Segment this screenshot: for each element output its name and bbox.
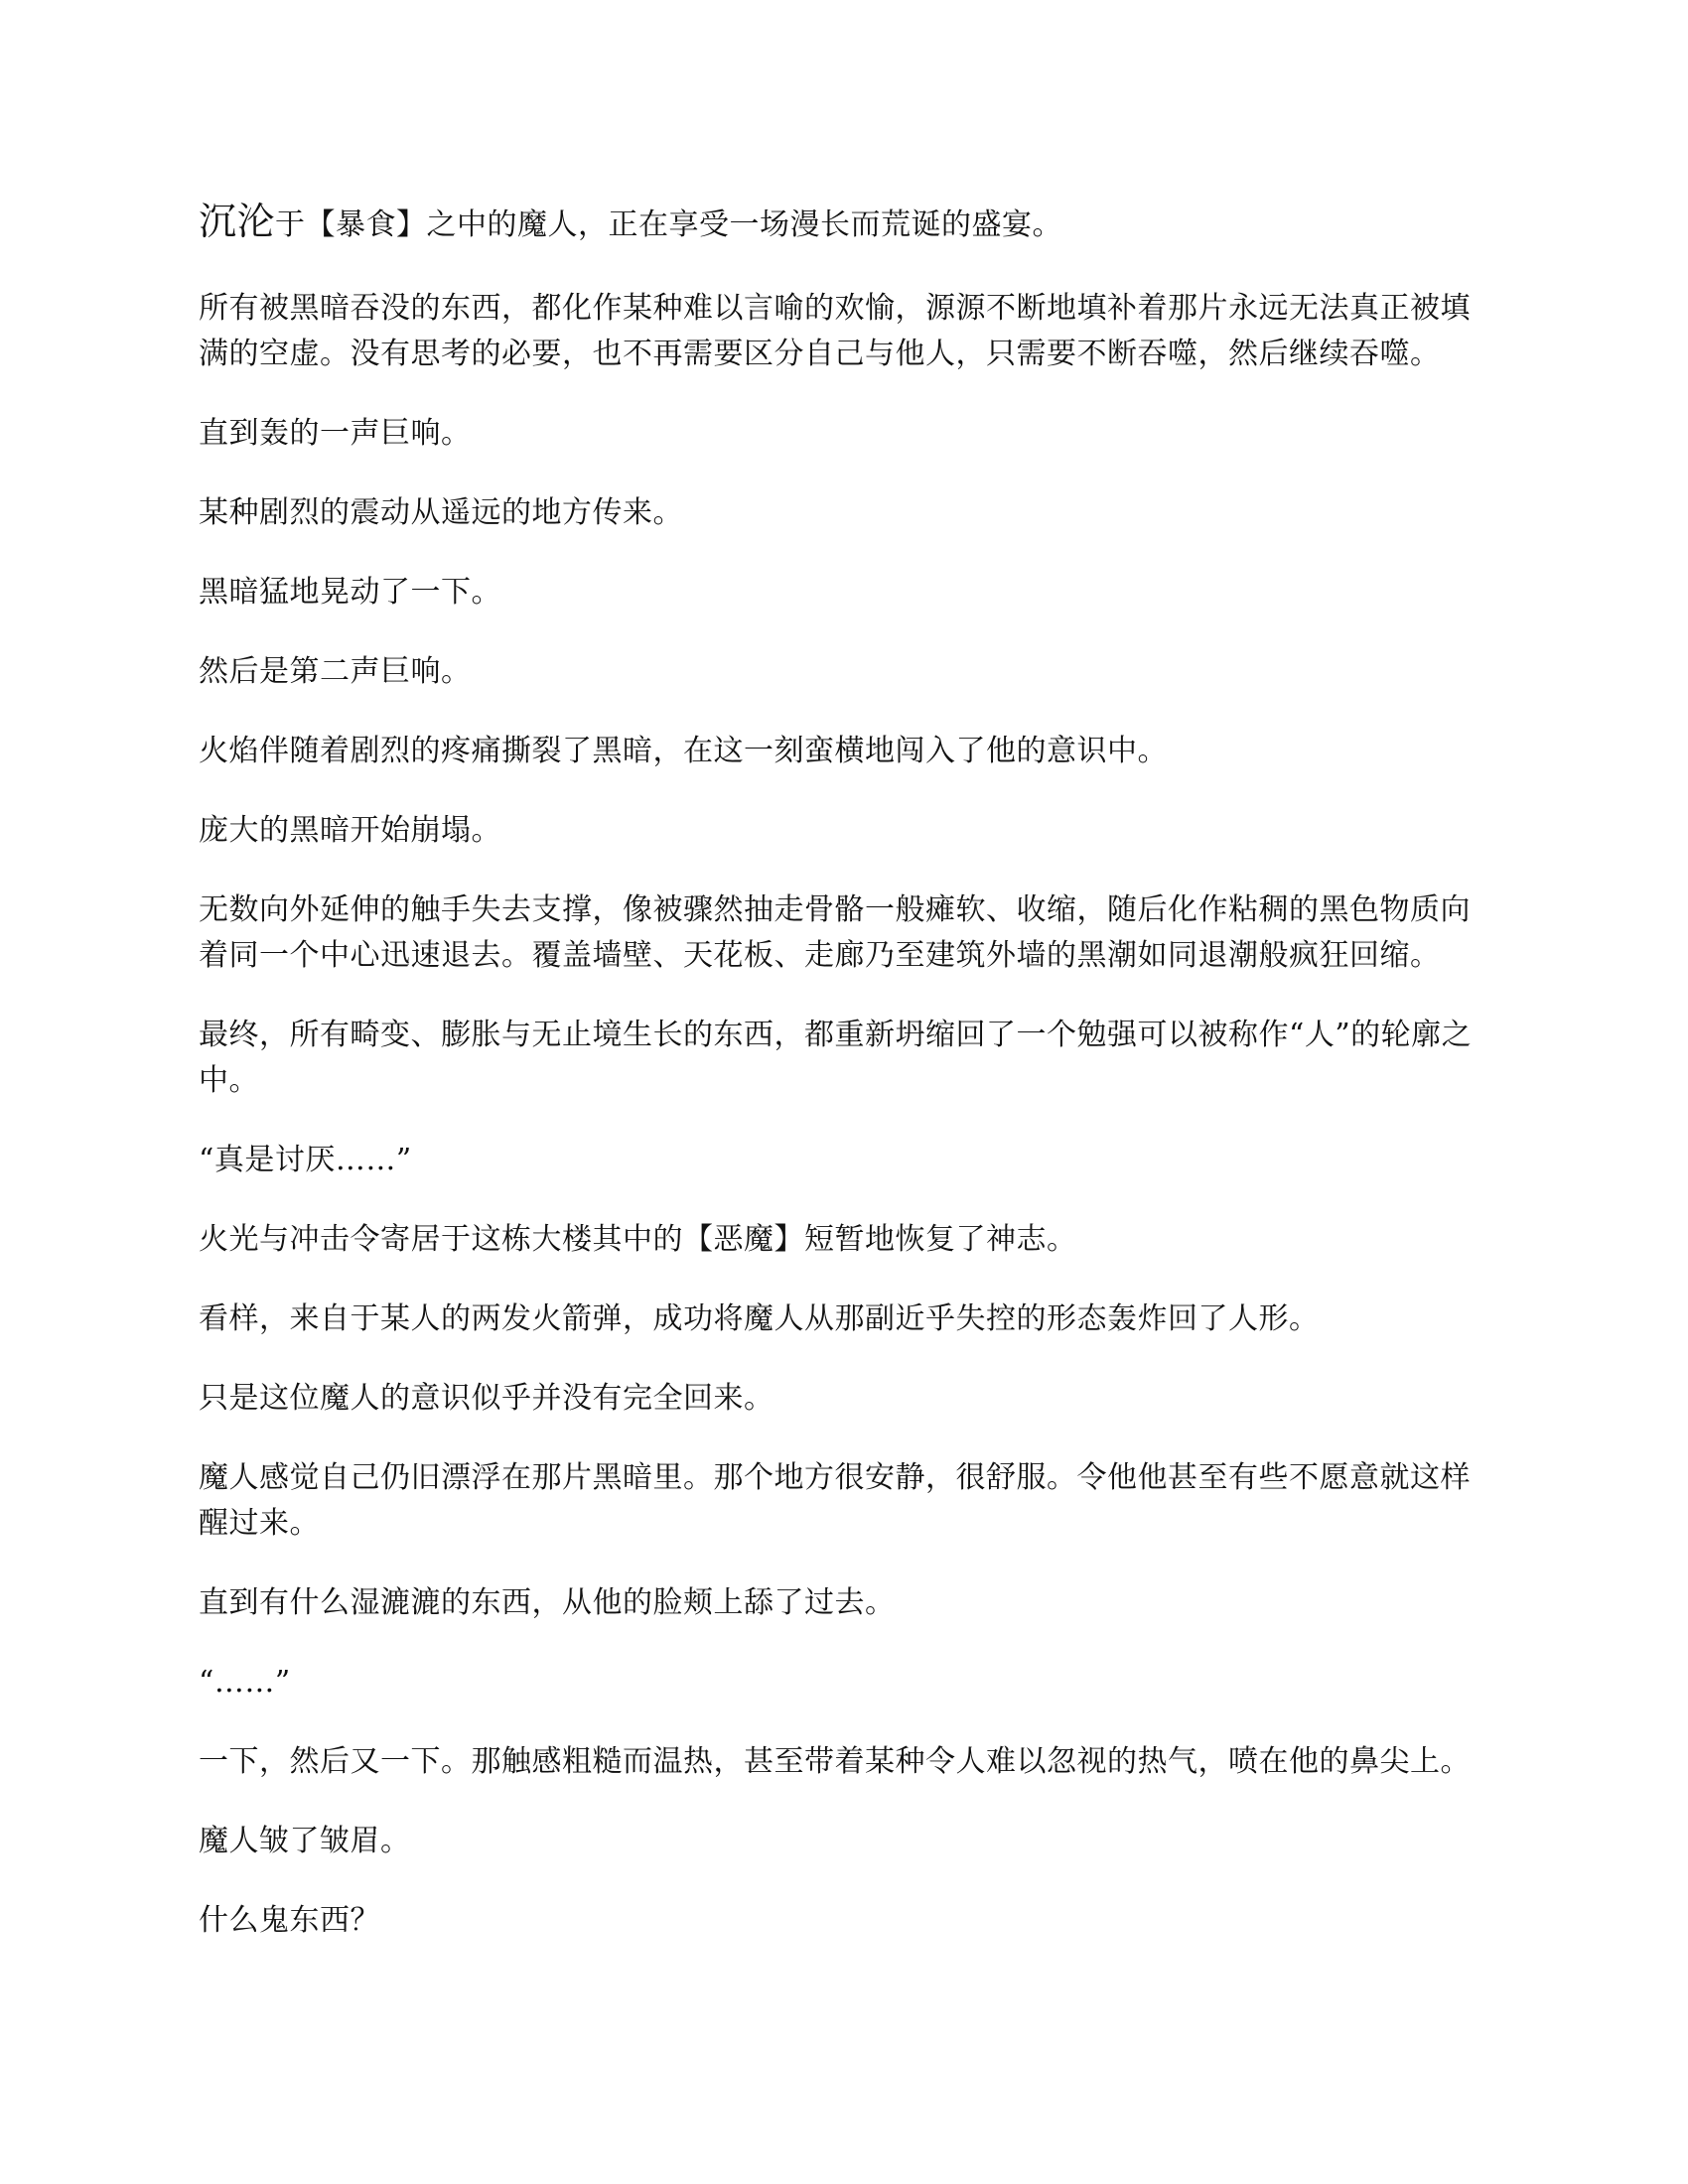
- paragraph: 最终，所有畸变、膨胀与无止境生长的东西，都重新坍缩回了一个勉强可以被称作“人”的轮廓之中。: [199, 1018, 1473, 1098]
- paragraph: 魔人皱了皱眉。: [199, 1824, 411, 1858]
- paragraph: 什么鬼东西？: [199, 1903, 380, 1938]
- drop-cap: 沉沦: [199, 200, 276, 243]
- paragraph: 魔人感觉自己仍旧漂浮在那片黑暗里。那个地方很安静，很舒服。令他他甚至有些不愿意就这样醒过来。: [199, 1460, 1471, 1541]
- paragraph: 庞大的黑暗开始崩塌。: [199, 813, 501, 848]
- paragraph: 无数向外延伸的触手失去支撑，像被骤然抽走骨骼一般瘫软、收缩，随后化作粘稠的黑色物质向着同一个中心迅速退去。覆盖墙壁、天花板、走廊乃至建筑外墙的黑潮如同退潮般疯狂回缩。: [199, 892, 1471, 973]
- paragraph: “真是讨厌……”: [199, 1143, 412, 1177]
- paragraph: 黑暗猛地晃动了一下。: [199, 575, 501, 610]
- paragraph: 直到轰的一声巨响。: [199, 416, 472, 451]
- paragraph: 然后是第二声巨响。: [199, 654, 472, 689]
- paragraph: “……”: [199, 1665, 291, 1700]
- paragraph: 火光与冲击令寄居于这栋大楼其中的【恶魔】短暂地恢复了神志。: [199, 1222, 1077, 1257]
- document-page: [199, 199, 1489, 1978]
- paragraph: 只是这位魔人的意识似乎并没有完全回来。: [199, 1381, 774, 1416]
- paragraph-text: 于【暴食】之中的魔人，正在享受一场漫长而荒诞的盛宴。: [275, 207, 1063, 242]
- paragraph: 火焰伴随着剧烈的疼痛撕裂了黑暗，在这一刻蛮横地闯入了他的意识中。: [199, 734, 1168, 768]
- paragraph: [199, 199, 1489, 248]
- paragraph: 某种剧烈的震动从遥远的地方传来。: [199, 495, 683, 530]
- paragraph: 一下，然后又一下。那触感粗糙而温热，甚至带着某种令人难以忽视的热气，喷在他的鼻尖上。: [199, 1744, 1471, 1779]
- paragraph: 看样，来自于某人的两发火箭弹，成功将魔人从那副近乎失控的形态轰炸回了人形。: [199, 1301, 1320, 1336]
- paragraph: 直到有什么湿漉漉的东西，从他的脸颊上舔了过去。: [199, 1585, 896, 1620]
- paragraph: 所有被黑暗吞没的东西，都化作某种难以言喻的欢愉，源源不断地填补着那片永远无法真正被填满的空虚。没有思考的必要，也不再需要区分自己与他人，只需要不断吞噬，然后继续吞噬。: [199, 291, 1471, 371]
